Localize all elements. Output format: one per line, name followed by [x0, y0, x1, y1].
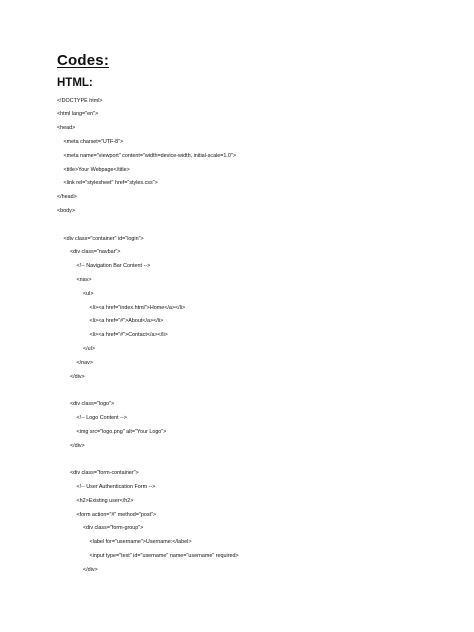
- code-line: <li><a href="index.html">Home</a></li>: [89, 304, 186, 311]
- code-line: <div class="logo">: [70, 401, 115, 408]
- code-line: </ul>: [83, 345, 95, 352]
- code-line: <head>: [57, 125, 76, 132]
- code-line: <img src="logo.png" alt="Your Logo">: [76, 428, 167, 435]
- code-line: <body>: [57, 207, 75, 214]
- code-line: <div class="navbar">: [70, 249, 121, 256]
- code-line: <ul>: [83, 290, 94, 297]
- code-line: <h2>Existing user</h2>: [76, 497, 134, 504]
- code-line: <link rel="stylesheet" href="styles.css">: [63, 180, 158, 187]
- code-line: <html lang="en">: [57, 111, 99, 118]
- code-line: </div>: [83, 566, 98, 573]
- code-line: <label for="username">Username:</label>: [89, 539, 192, 546]
- code-line: <li><a href="#">Contact</a></li>: [89, 332, 168, 339]
- code-line: <meta charset="UTF-8">: [63, 138, 124, 145]
- code-line: <!-- Navigation Bar Content -->: [76, 263, 151, 270]
- code-line: </div>: [70, 373, 85, 380]
- code-line: <div class="form-container">: [70, 470, 139, 477]
- code-line: <input type="text" id="username" name="username" required>: [89, 552, 239, 559]
- document-title: Codes:: [57, 52, 110, 69]
- code-line: <div class="form-group">: [83, 525, 144, 532]
- code-line: <meta name="viewport" content="width=device-width, initial-scale=1.0">: [63, 152, 236, 159]
- code-line: <!-- User Authentication Form -->: [76, 483, 156, 490]
- section-heading-html: HTML:: [57, 77, 93, 89]
- code-line: </nav>: [76, 359, 93, 366]
- code-line: <title>Your Webpage</title>: [63, 166, 130, 173]
- code-line: </head>: [57, 194, 77, 201]
- code-line: </div>: [70, 442, 85, 449]
- code-line: <li><a href="#">About</a></li>: [89, 318, 164, 325]
- code-line: <!DOCTYPE html>: [57, 97, 103, 104]
- code-line: <!-- Logo Content -->: [76, 414, 127, 421]
- code-line: <nav>: [76, 276, 92, 283]
- code-line: <div class="container" id="login">: [63, 235, 144, 242]
- code-line: <form action="#" method="post">: [76, 511, 157, 518]
